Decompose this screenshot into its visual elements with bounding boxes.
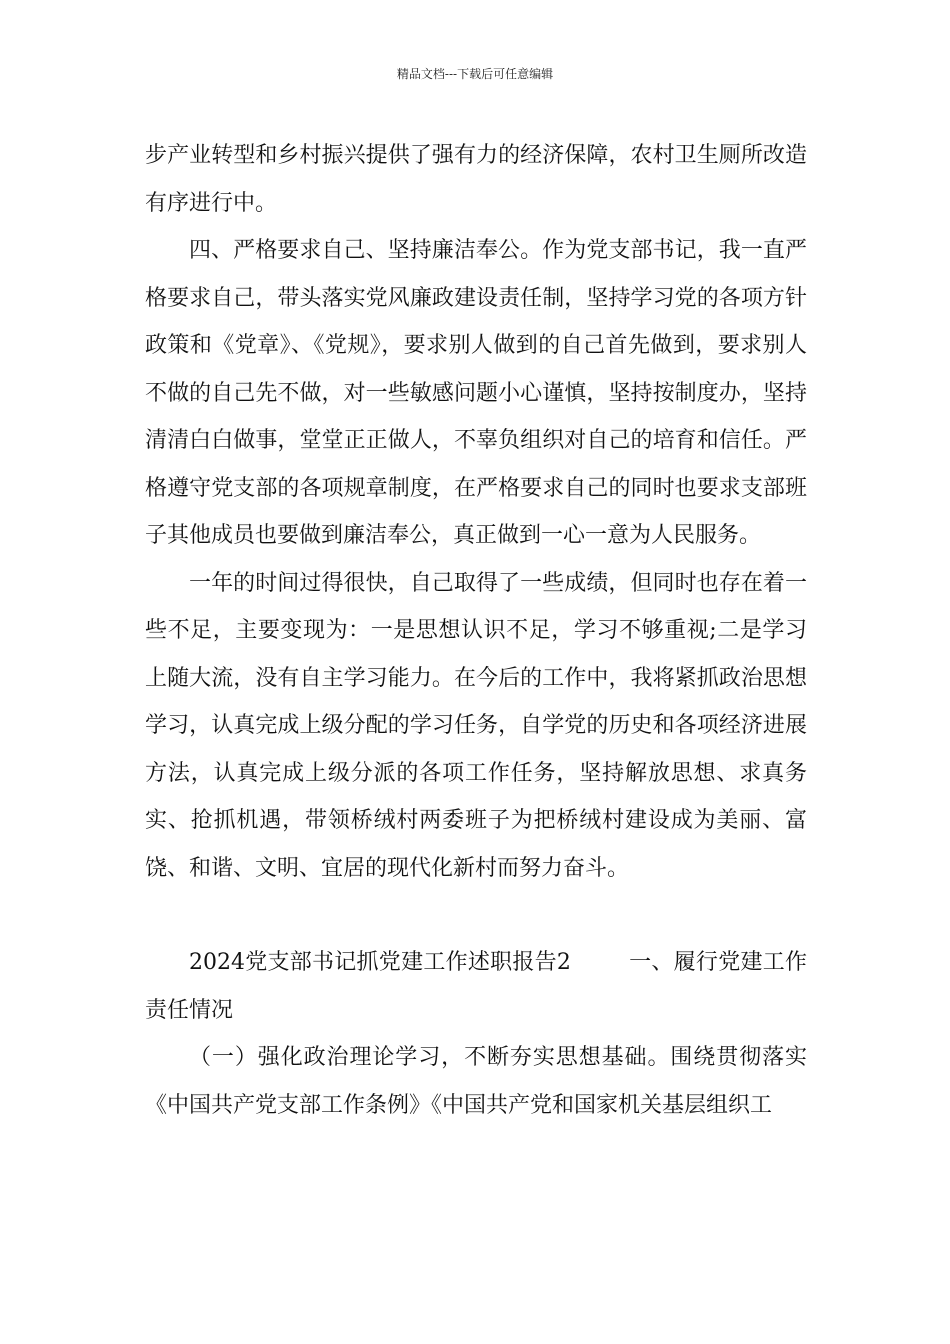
- document-body: [145, 132, 807, 1129]
- page-header: 精品文档---下载后可任意编辑: [396, 67, 554, 81]
- paragraph-continuation: 步产业转型和乡村振兴提供了强有力的经济保障，农村卫生厕所改造有序进行中。: [145, 143, 807, 216]
- paragraph-study: （一）强化政治理论学习，不断夯实思想基础。围绕贯彻落实《中国共产党支部工作条例》《中国共产党和国家机关基层组织工: [145, 1045, 807, 1118]
- report-heading: [145, 939, 807, 1034]
- paragraph-integrity: 四、严格要求自己、坚持廉洁奉公。作为党支部书记，我一直严格要求自己，带头落实党风廉政建设责任制，坚持学习党的各项方针政策和《党章》、《党规》，要求别人做到的自己首先做到，要求别人不做的自己先不做，对一些敏感问题小心谨慎，坚持按制度办，坚持清清白白做事，堂堂正正做人，不辜负组织对自己的培育和信任。严格遵守党支部的各项规章制度，在严格要求自己的同时也要求支部班子其他成员也要做到廉洁奉公，真正做到一心一意为人民服务。: [145, 238, 807, 548]
- report-title: 2024党支部书记抓党建工作述职报告2: [189, 950, 571, 975]
- section-heading: 一、履行党建工作责任情况: [145, 950, 807, 1023]
- paragraph-summary: 一年的时间过得很快，自己取得了一些成绩，但同时也存在着一些不足，主要变现为：一是思想认识不足，学习不够重视;二是学习上随大流，没有自主学习能力。在今后的工作中，我将紧抓政治思想学习，认真完成上级分配的学习任务，自学党的历史和各项经济进展方法，认真完成上级分派的各项工作任务，坚持解放思想、求真务实、抢抓机遇，带领桥绒村两委班子为把桥绒村建设成为美丽、富饶、和谐、文明、宜居的现代化新村而努力奋斗。: [145, 570, 807, 881]
